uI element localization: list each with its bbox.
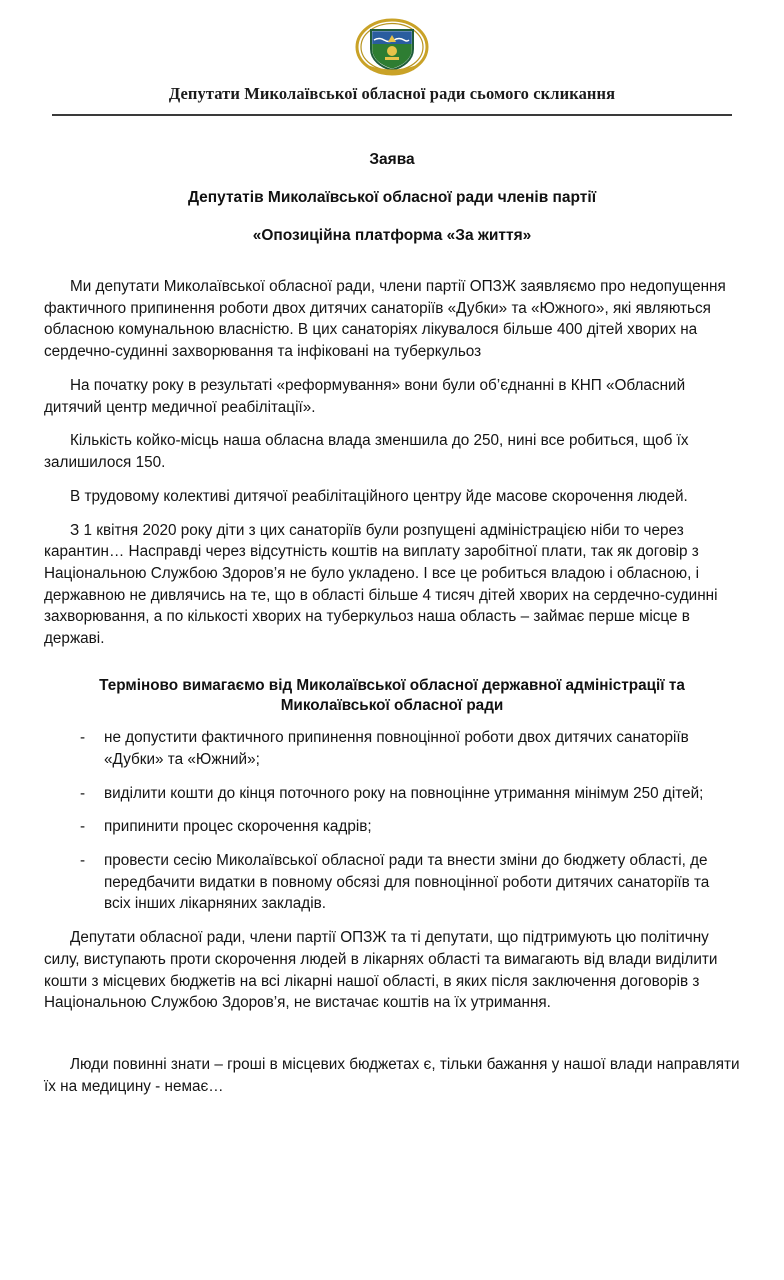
bullet-marker: -	[80, 851, 86, 869]
document-title-block	[44, 148, 740, 248]
title-line-3: «Опозиційна платформа «За життя»	[252, 227, 532, 245]
bullet-marker: -	[80, 729, 86, 747]
body-paragraph-5: З 1 квітня 2020 року діти з цих санаторіїв були розпущені адміністрацією ніби то через карантин… Насправді через відсутність коштів на виплату заробітної плати, так як договір з Національною Службою Здоров’я не було укладено. І все це робиться владою і обласною, і державною не дивлячись на те, що в області більше 4 тисяч дітей хворих на сердечно-судинні захворювання, а по кількості хворих на туберкульоз наша область – займає перше місце в державі.	[44, 521, 718, 648]
footer-paragraph: Люди повинні знати – гроші в місцевих бюджетах є, тільки бажання у нашої влади направляти їх на медицину - немає…	[44, 1056, 740, 1095]
list-item	[72, 727, 740, 770]
list-item	[72, 816, 740, 838]
title-line-2: Депутатів Миколаївської обласної ради членів партії	[187, 189, 597, 207]
header-title: Депутати Миколаївської обласної ради сьомого скликання	[168, 84, 616, 103]
list-item-text: припинити процес скорочення кадрів;	[104, 818, 372, 836]
list-item	[72, 850, 740, 915]
footer-block	[44, 1054, 740, 1097]
body-paragraph-4: В трудовому колективі дитячої реабілітаційного центру йде масове скорочення людей.	[70, 487, 688, 505]
list-item	[72, 783, 740, 805]
coat-of-arms-emblem-icon	[355, 18, 429, 76]
emblem-container	[44, 18, 740, 76]
bullet-marker: -	[80, 818, 86, 836]
bullet-marker: -	[80, 784, 86, 802]
document-body	[44, 276, 740, 650]
demands-heading: Терміново вимагаємо від Миколаївської обласної державної адміністрації та Миколаївської обласної ради	[99, 676, 685, 715]
title-line-1: Заява	[369, 151, 415, 168]
closing-block	[44, 927, 740, 1014]
closing-paragraph: Депутати обласної ради, члени партії ОПЗЖ та ті депутати, що підтримують цю політичну силу, виступають проти скорочення людей в лікарнях області та вимагають від влади виділити кошти з місцевих бюджетів на всі лікарні нашої області, в яких після заключення договорів з Національною Службою Здоров’я, не вистачає коштів на їх утримання.	[44, 929, 718, 1012]
demands-list	[44, 727, 740, 915]
body-paragraph-3: Кількість койко-місць наша обласна влада зменшила до 250, нині все робиться, щоб їх залишилося 150.	[44, 432, 689, 472]
body-paragraph-2: На початку року в результаті «реформування» вони були об’єднанні в КНП «Обласний дитячий центр медичної реабілітації».	[44, 376, 686, 416]
list-item-text: провести сесію Миколаївської обласної ради та внести зміни до бюджету області, де передбачити видатки в повному обсязі для повноцінної роботи дитячих санаторіїв та всіх інших лікарняних закладів.	[104, 851, 710, 913]
body-paragraph-1: Ми депутати Миколаївської обласної ради, члени партії ОПЗЖ заявляємо про недопущення фактичного припинення роботи двох дитячих санаторіїв «Дубки» та «Южного», які являються обласною комунальною власністю. В цих санаторіях лікувалося більше 400 дітей хворих на сердечно-судинні захворювання та інфіковані на туберкульоз	[44, 278, 726, 361]
list-item-text: не допустити фактичного припинення повноцінної роботи двох дитячих санаторіїв «Дубки» та «Южний»;	[104, 729, 689, 768]
header-divider	[52, 114, 732, 116]
list-item-text: виділити кошти до кінця поточного року на повноцінне утримання мінімум 250 дітей;	[104, 784, 704, 802]
